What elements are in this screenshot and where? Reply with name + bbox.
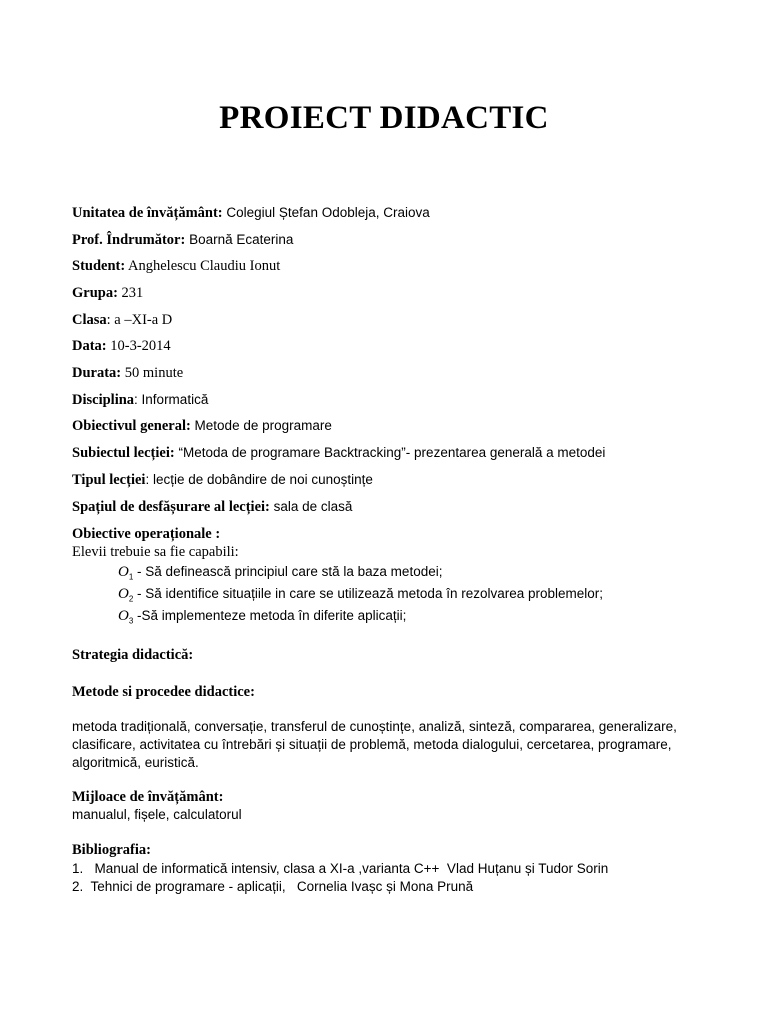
- field-label: Unitatea de învățământ:: [72, 205, 223, 221]
- field-unitatea: [72, 204, 430, 222]
- bibliography-item: 1. Manual de informatică intensiv, clasa a XI-a ,varianta C++ Vlad Huțanu și Tudor Sorin: [72, 861, 609, 876]
- field-durata: [72, 364, 183, 382]
- field-label: Student:: [72, 258, 126, 274]
- bibliography-item: 2. Tehnici de programare - aplicații, Cornelia Ivașc și Mona Prună: [72, 879, 474, 894]
- methods-text: [72, 718, 692, 772]
- field-label: Data:: [72, 338, 107, 354]
- field-value: : a –XI-a D: [106, 312, 173, 328]
- field-disciplina: [72, 391, 208, 409]
- resources-heading: Mijloace de învățământ:: [72, 789, 224, 805]
- field-label: Obiectivul general:: [72, 418, 191, 434]
- objective-index: 2: [128, 594, 134, 604]
- methods-heading: Metode si procedee didactice:: [72, 684, 255, 700]
- field-value: sala de clasă: [269, 499, 353, 514]
- field-label: Disciplina: [72, 392, 135, 408]
- objectives-heading: Obiective operaționale :: [72, 526, 221, 542]
- strategy-heading: Strategia didactică:: [72, 647, 194, 663]
- field-label: Prof. Îndrumător:: [72, 232, 186, 248]
- resources-text: manualul, fișele, calculatorul: [72, 807, 242, 822]
- field-value: Colegiul Ștefan Odobleja, Craiova: [222, 205, 430, 220]
- field-grupa: [72, 284, 143, 302]
- field-data: [72, 337, 171, 355]
- methods-line: metoda tradițională, conversație, transferul de cunoștințe, analiză, sinteză, compararea, generalizare,: [72, 719, 677, 734]
- objective-text: - Să definească principiul care stă la baza metodei;: [133, 564, 443, 579]
- objective-index: 1: [128, 572, 134, 582]
- page-title: PROIECT DIDACTIC: [219, 100, 549, 136]
- objective-item: [118, 563, 442, 587]
- field-subiectul: [72, 444, 605, 462]
- objective-item: [118, 585, 603, 609]
- field-value: 231: [117, 285, 144, 301]
- field-value: : Informatică: [134, 392, 209, 407]
- field-value: : lecție de dobândire de noi cunoștințe: [145, 472, 373, 487]
- bibliography-heading: Bibliografia:: [72, 842, 151, 858]
- field-label: Grupa:: [72, 285, 118, 301]
- objective-text: -Să implementeze metoda în diferite aplicații;: [133, 608, 407, 623]
- objective-index: 3: [128, 616, 134, 626]
- field-tipul: [72, 471, 373, 489]
- field-obiectiv-general: [72, 417, 332, 435]
- objective-symbol: O: [118, 608, 129, 624]
- field-profesor: [72, 231, 293, 249]
- field-value: Anghelescu Claudiu Ionut: [125, 258, 281, 274]
- field-label: Clasa: [72, 312, 107, 328]
- field-label: Tipul lecției: [72, 472, 146, 488]
- field-label: Durata:: [72, 365, 122, 381]
- field-label: Subiectul lecției:: [72, 445, 175, 461]
- field-value: Boarnă Ecaterina: [185, 232, 294, 247]
- objective-item: [118, 607, 406, 631]
- methods-line: algoritmică, euristică.: [72, 755, 199, 770]
- field-clasa: [72, 311, 172, 329]
- objective-symbol: O: [118, 586, 129, 602]
- field-spatiul: [72, 498, 352, 516]
- objectives-intro: Elevii trebuie sa fie capabili:: [72, 544, 239, 560]
- field-value: Metode de programare: [190, 418, 332, 433]
- methods-line: clasificare, activitatea cu întrebări și situații de problemă, metoda dialogului, cercetarea, programare,: [72, 737, 672, 752]
- objective-text: - Să identifice situațiile in care se utilizează metoda în rezolvarea problemelor;: [133, 586, 604, 601]
- objective-symbol: O: [118, 564, 129, 580]
- field-value: 10-3-2014: [106, 338, 171, 354]
- field-value: “Metoda de programare Backtracking”- prezentarea generală a metodei: [174, 445, 606, 460]
- field-label: Spațiul de desfășurare al lecției:: [72, 499, 270, 515]
- field-student: [72, 257, 280, 275]
- field-value: 50 minute: [121, 365, 184, 381]
